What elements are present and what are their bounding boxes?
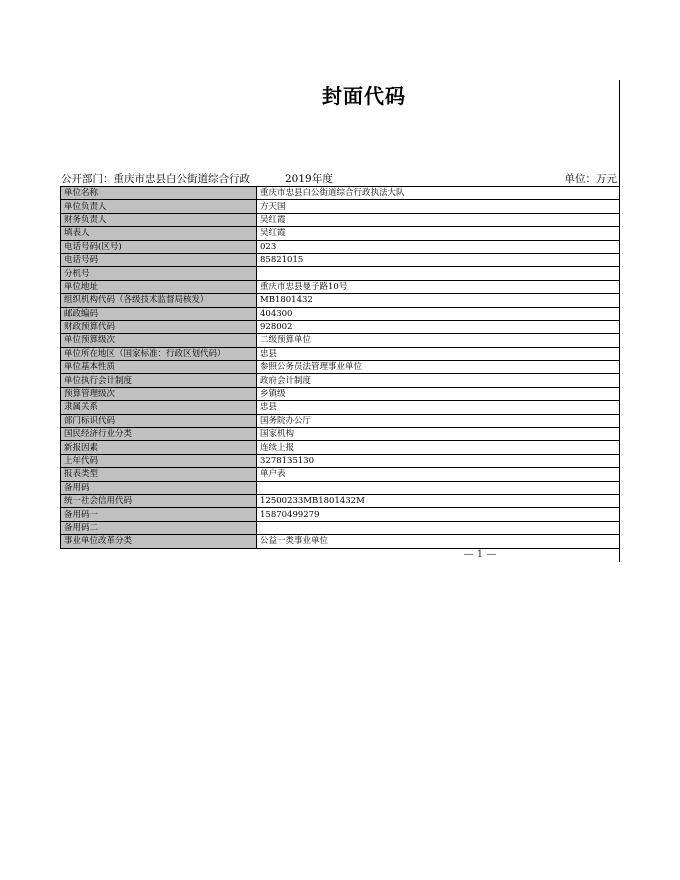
table-row [61,307,620,320]
table-row [61,361,620,374]
row-label: 电话号码 [61,253,257,266]
row-label: 事业单位改革分类 [61,535,257,548]
row-value: 国务院办公厅 [257,414,620,427]
row-value: 023 [257,240,620,253]
row-label: 组织机构代码（各级技术监督局核发） [61,294,257,307]
row-label: 预算管理级次 [61,387,257,400]
row-value: 15870499279 [257,508,620,521]
row-label: 单位负责人 [61,200,257,213]
row-value: 重庆市忠县曼子路10号 [257,280,620,293]
table-row [61,494,620,507]
table-row [61,535,620,548]
row-value [257,267,620,280]
row-label: 单位预算级次 [61,334,257,347]
table-row [61,240,620,253]
table-row [61,320,620,333]
table-row [61,213,620,226]
table-row [61,481,620,494]
row-value: 928002 [257,320,620,333]
row-value: MB1801432 [257,294,620,307]
row-label: 分机号 [61,267,257,280]
row-label: 单位所在地区（国家标准：行政区划代码） [61,347,257,360]
cover-code-table [60,186,620,549]
amount-unit: 单位：万元 [564,173,617,185]
table-row [61,387,620,400]
row-value: 404300 [257,307,620,320]
table-row [61,334,620,347]
row-value: 忠县 [257,347,620,360]
row-label: 上年代码 [61,454,257,467]
row-label: 国民经济行业分类 [61,428,257,441]
row-value [257,481,620,494]
page-title: 封面代码 [322,84,406,108]
row-label: 财务负责人 [61,213,257,226]
table-row [61,468,620,481]
row-value: 国家机构 [257,428,620,441]
row-value: 二级预算单位 [257,334,620,347]
row-value: 政府会计制度 [257,374,620,387]
row-label: 备用码一 [61,508,257,521]
table-row [61,347,620,360]
table-row [61,280,620,293]
row-label: 备用码 [61,481,257,494]
row-label: 单位地址 [61,280,257,293]
row-value: 重庆市忠县白公街道综合行政执法大队 [257,187,620,200]
row-label: 填表人 [61,227,257,240]
row-label: 单位执行会计制度 [61,374,257,387]
row-label: 邮政编码 [61,307,257,320]
row-value: 单户表 [257,468,620,481]
row-value: 方天国 [257,200,620,213]
table-row [61,200,620,213]
row-value: 85821015 [257,253,620,266]
table-row [61,454,620,467]
table-row [61,227,620,240]
row-label: 财政预算代码 [61,320,257,333]
table-row [61,253,620,266]
table-row [61,521,620,534]
row-value: 3278135130 [257,454,620,467]
row-label: 报表类型 [61,468,257,481]
table-row [61,267,620,280]
row-label: 部门标识代码 [61,414,257,427]
row-label: 隶属关系 [61,401,257,414]
table-row [61,428,620,441]
row-value: 连续上报 [257,441,620,454]
table-row [61,414,620,427]
row-label: 备用码二 [61,521,257,534]
table-row [61,401,620,414]
table-row [61,508,620,521]
row-label: 单位名称 [61,187,257,200]
row-value: 公益一类事业单位 [257,535,620,548]
table-row [61,294,620,307]
page-number: — 1 — [463,549,497,560]
row-value [257,521,620,534]
report-year: 2019年度 [285,173,333,185]
row-label: 统一社会信用代码 [61,494,257,507]
report-meta-line [60,172,619,186]
row-label: 新报因素 [61,441,257,454]
row-value: 忠县 [257,401,620,414]
row-value: 吴红霞 [257,213,620,226]
row-label: 单位基本性质 [61,361,257,374]
row-value: 参照公务员法管理事业单位 [257,361,620,374]
disclosure-department: 公开部门：重庆市忠县白公街道综合行政 [61,173,250,185]
row-label: 电话号码(区号) [61,240,257,253]
table-row [61,187,620,200]
row-value: 乡镇级 [257,387,620,400]
row-value: 12500233MB1801432M [257,494,620,507]
table-row [61,441,620,454]
row-value: 吴红霞 [257,227,620,240]
table-row [61,374,620,387]
